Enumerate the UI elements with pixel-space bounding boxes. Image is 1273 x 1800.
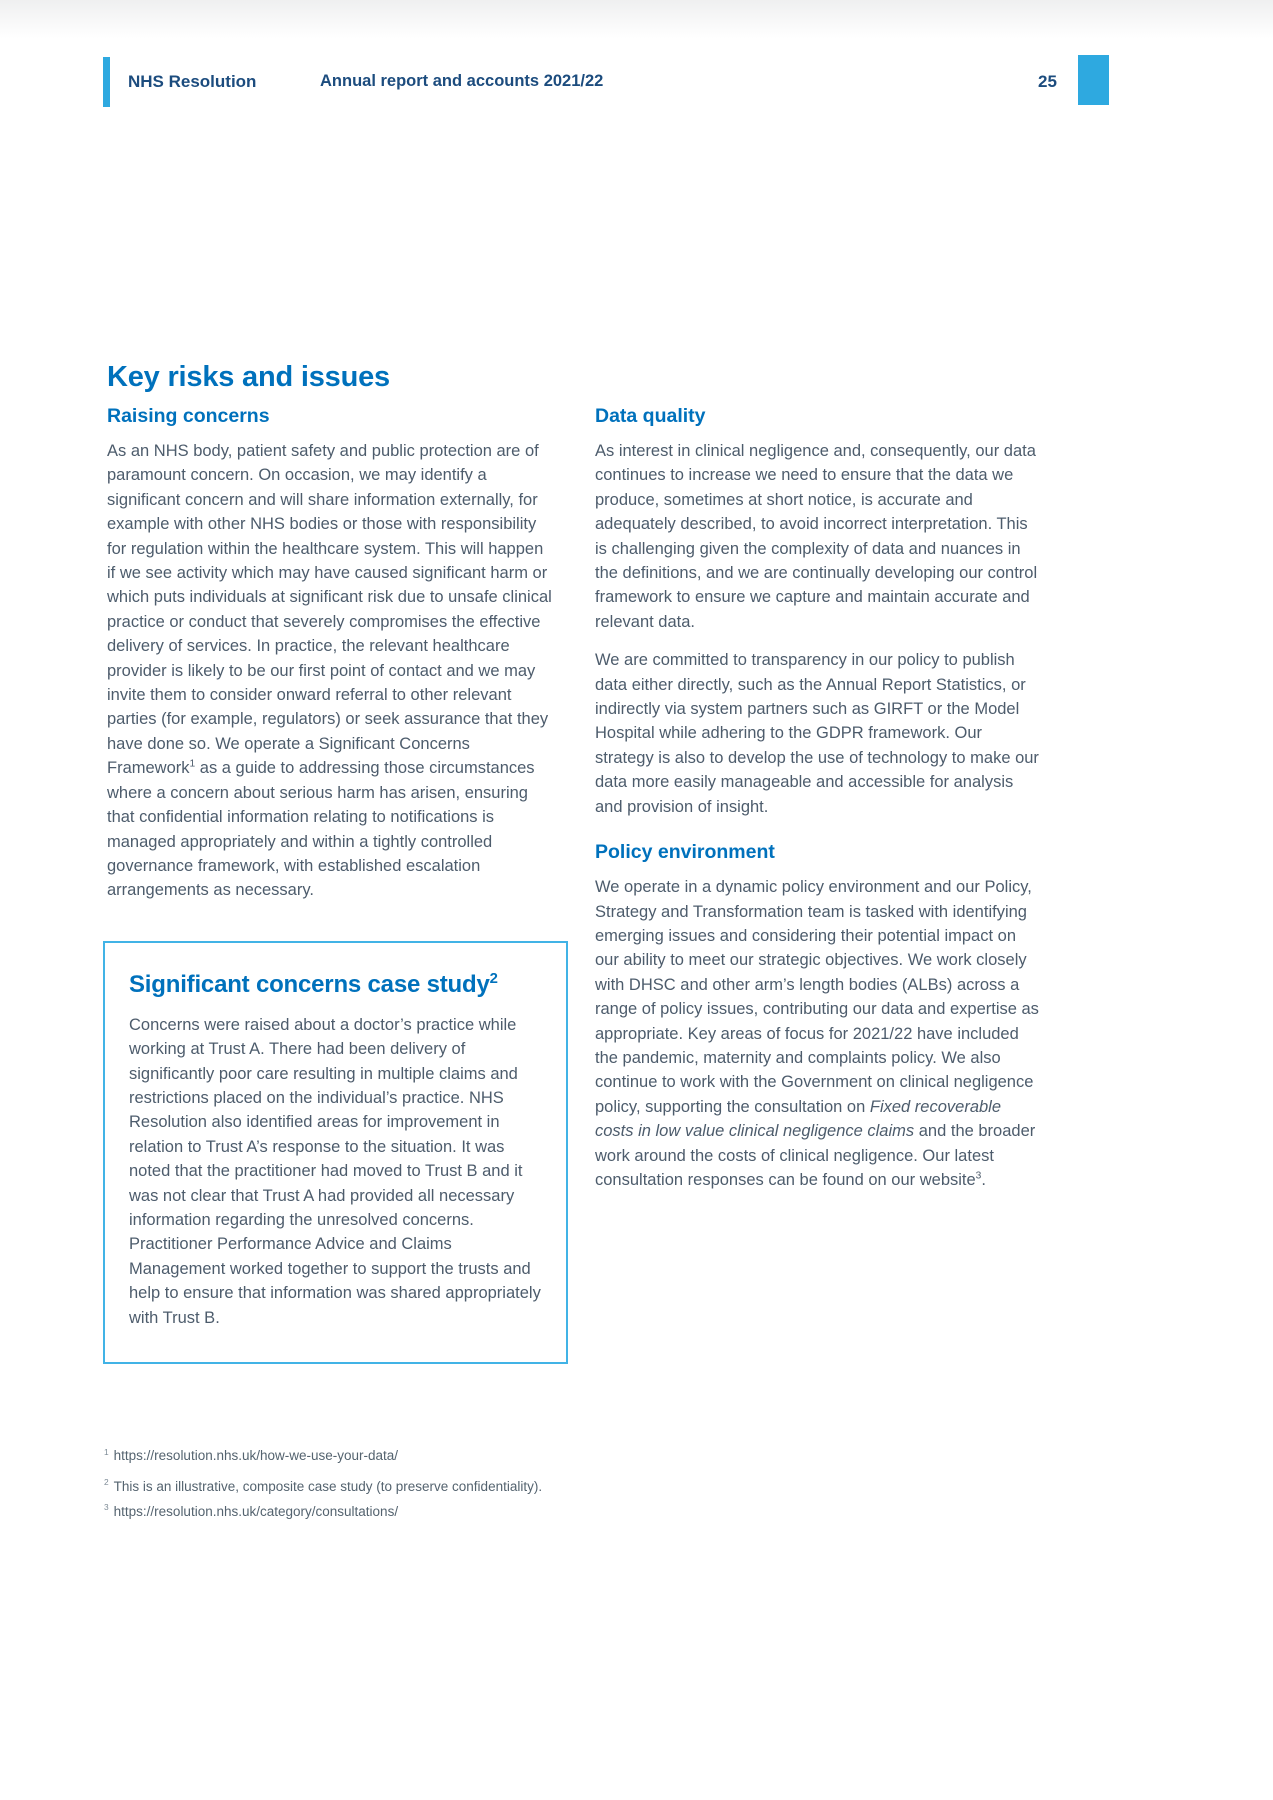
case-study-box	[103, 941, 568, 1364]
footnote-2-text: This is an illustrative, composite case study (to preserve confidentiality).	[113, 1478, 543, 1494]
footnote-ref-3: 3	[975, 1170, 982, 1182]
case-study-body: Concerns were raised about a doctor’s practice while working at Trust A. There had been delivery of significantly poor care resulting in multiple claims and restrictions placed on the individual’s practice. NHS Resolution also identified areas for improvement in relation to Trust A’s response to the situation. It was noted that the practitioner had moved to Trust B and it was not clear that Trust A had provided all necessary information regarding the unresolved concerns. Practitioner Performance Advice and Claims Management worked together to support the trusts and help to ensure that information was shared appropriately with Trust B.	[129, 1015, 541, 1327]
footnote-1-url[interactable]: https://resolution.nhs.uk/how-we-use-your-data/	[113, 1448, 399, 1463]
paragraph-text: and the broader work around the costs of clinical negligence. Our latest consultation responses can be found on our website	[595, 1122, 1036, 1189]
document-title: Annual report and accounts 2021/22	[320, 72, 604, 90]
footnote-3	[104, 1503, 944, 1522]
footnote-ref-2: 2	[489, 970, 498, 987]
consultation-title-italic: Fixed recoverable costs in low value clinical negligence claims	[595, 1097, 1002, 1141]
footnotes-section	[104, 1447, 944, 1534]
footnote-1	[104, 1447, 944, 1466]
raising-concerns-heading: Raising concerns	[107, 405, 270, 427]
data-quality-heading: Data quality	[595, 405, 706, 427]
org-name: NHS Resolution	[128, 72, 257, 91]
policy-environment-heading: Policy environment	[595, 841, 775, 864]
footnote-3-url[interactable]: https://resolution.nhs.uk/category/consultations/	[113, 1503, 399, 1519]
data-quality-paragraph-1: As interest in clinical negligence and, consequently, our data continues to increase we need to ensure that the data we produce, sometimes at short notice, is accurate and adequately described, to avoid incorrect interpretation. This is challenging given the complexity of data and nuances in the definitions, and we are continually developing our control framework to ensure we capture and maintain accurate and relevant data.	[595, 442, 1038, 631]
paragraph-text: .	[981, 1170, 986, 1189]
paragraph-text: as a guide to addressing those circumstances where a concern about serious harm has arisen, ensuring that confidential information relating to notifications is managed appropriately and within a tightly controlled governance framework, with established escalation arrangements as necessary.	[107, 759, 535, 900]
case-study-heading-text: Significant concerns case study	[129, 970, 490, 998]
data-quality-paragraph-2: We are committed to transparency in our policy to publish data either directly, such as the Annual Report Statistics, or indirectly via system partners such as GIRFT or the Model Hospital while adhering to the GDPR framework. Our strategy is also to develop the use of technology to make our data more easily manageable and accessible for analysis and provision of insight.	[595, 651, 1039, 816]
corner-accent-rect	[1078, 55, 1109, 105]
footnote-1-marker: 1	[104, 1446, 109, 1457]
case-study-heading	[129, 971, 542, 999]
left-column	[107, 405, 553, 1364]
two-column-layout	[107, 405, 1040, 1364]
page-top-shadow	[0, 0, 1273, 42]
footnote-ref-1: 1	[189, 758, 196, 770]
paragraph-text: As an NHS body, patient safety and public protection are of paramount concern. On occasion, we may identify a significant concern and will share information externally, for example with other NHS bodies or those with responsibility for regulation within the healthcare system. This will happen if we see activity which may have caused significant harm or which puts individuals at significant risk due to unsafe clinical practice or conduct that severely compromises the effective delivery of services. In practice, the relevant healthcare provider is likely to be our first point of contact and we may invite them to consider onward referral to other relevant parties (for example, regulators) or seek assurance that they have done so. We operate a Significant Concerns Framework	[107, 442, 552, 778]
main-content	[107, 361, 1040, 1364]
raising-concerns-paragraph	[107, 439, 553, 903]
right-column	[595, 405, 1040, 1364]
paragraph-text: We operate in a dynamic policy environment and our Policy, Strategy and Transformation team is tasked with identifying emerging issues and considering their potential impact on our ability to meet our strategic objectives. We work closely with DHSC and other arm’s length bodies (ALBs) across a range of policy issues, contributing our data and expertise as appropriate. Key areas of focus for 2021/22 have included the pandemic, maternity and complaints policy. We also continue to work with the Government on clinical negligence policy, supporting the consultation on	[595, 878, 1039, 1116]
footnote-3-marker: 3	[104, 1502, 109, 1513]
header-accent-bar	[103, 57, 110, 107]
footnote-2-marker: 2	[104, 1477, 109, 1488]
section-title: Key risks and issues	[107, 361, 390, 393]
policy-environment-paragraph	[595, 875, 1040, 1192]
page-number: 25	[1038, 72, 1057, 91]
footnote-2	[104, 1478, 944, 1497]
